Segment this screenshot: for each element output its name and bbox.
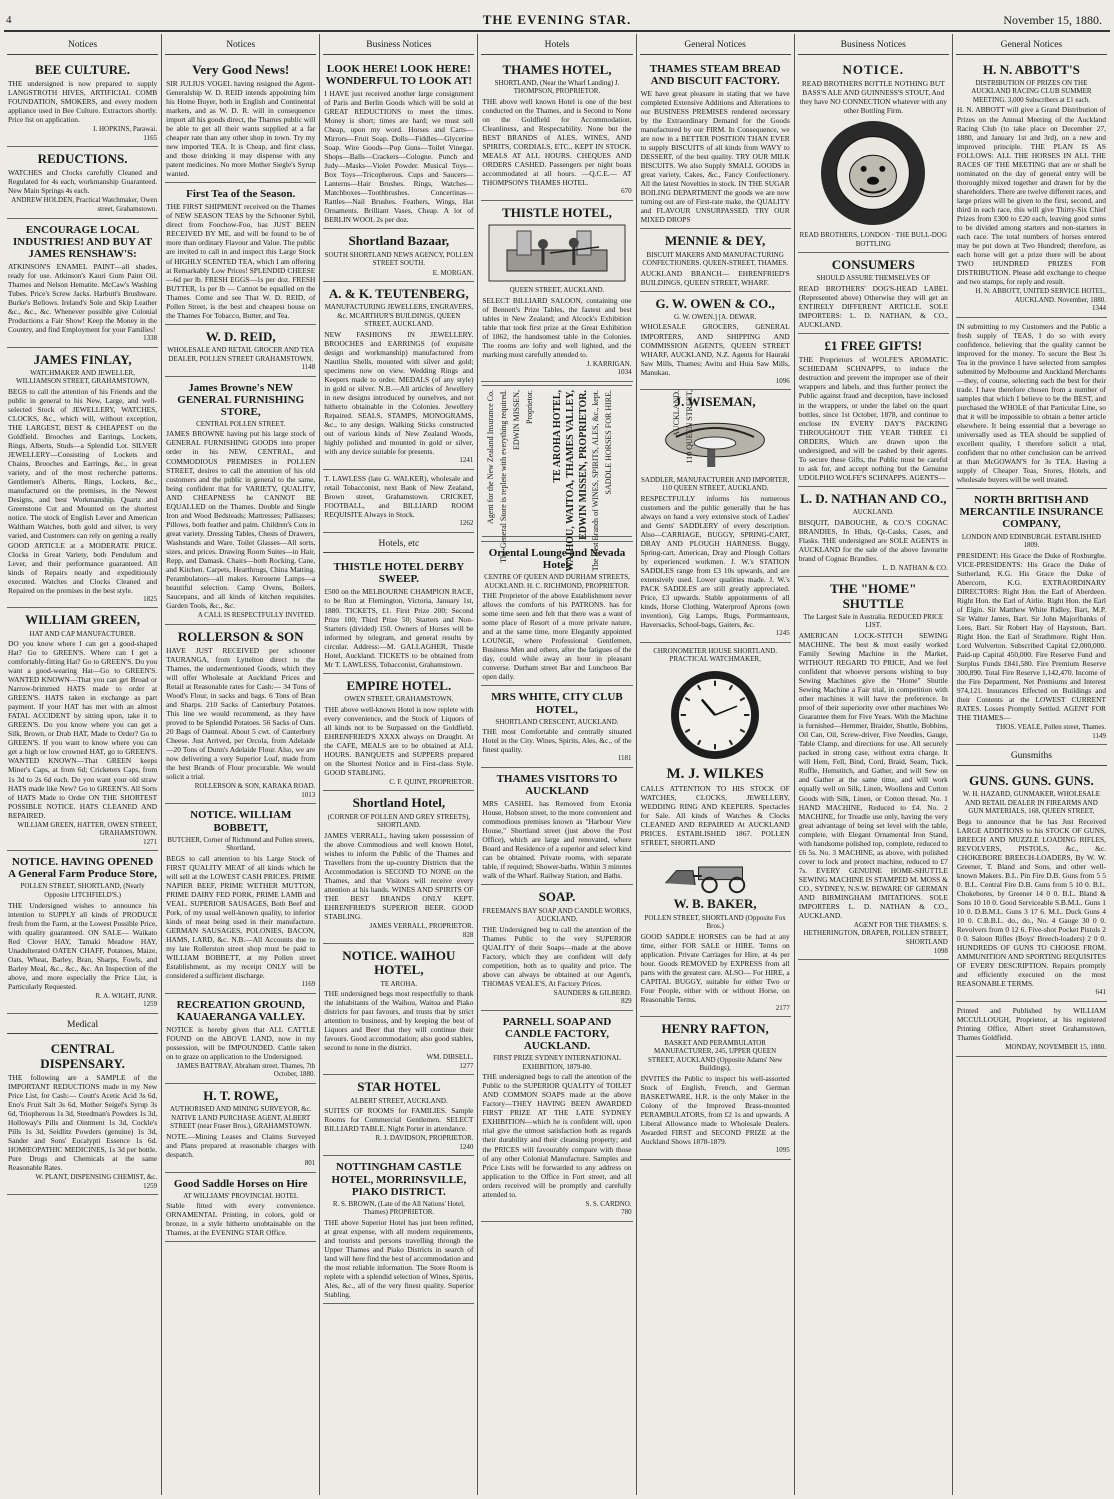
ad-signature: S. S. CARDNO. <box>585 1199 632 1208</box>
ad-body: THE FIRST SHIPMENT received on the Thames of NEW SEASON TEAS by the Schooner Sybil, direct from Foochow-Foo, has JUST BEEN RECEIVED BY ME, and will be found to be of more than ordinary Flavour and Value. The public are invited to call in and inspect this Large Stock of HIGHLY SCENTED TEA, which I am offering at Remarkably Low Prices! SPLENDID CHEESE—6d per lb. FRESH EGGS—1s per doz. FRESH BUTTER, 1s per lb — Cannot be equalled on the Thames. Come and see That W. D. REID, of Pollen Street, is the best and cheapest house on the Thames For Tobacco, Butter, and Tea. <box>166 202 316 320</box>
ad-body: JAMES VERRALL, having taken possession of the above Commodious and well known Hotel, wishes to inform the Public of the Thames and Travellers from the up-country Districts that the Accommodation is SECOND TO NONE on the Thames, and that Visitors will receive every attention at his hands. WINES AND SPIRITS OF THE BEST BRANDS ONLY KEPT. EHRENFRIED'S SUPERIOR BEER. GOOD STABLING. <box>324 830 474 921</box>
ad-signature: C. F. QUINT, PROPRIETOR. <box>389 777 474 786</box>
ad-reference-number: 1262 <box>459 519 474 528</box>
advertisement <box>798 58 949 253</box>
ad-body: THE undersigned begs most respectfully to thank the inhabitants of the Waihou, Waitoa and Piako districts for past favours, and trusts that by strict attention to business, and by keeping the best of Liquors and Beer that they will continue their favours. Good accommodation; also good stables, second to none in the district. <box>324 989 474 1053</box>
ad-signature: MONDAY, NOVEMBER 15, 1880. <box>1005 1042 1106 1051</box>
advertisement <box>640 852 791 1017</box>
issue-date: November 15, 1880. <box>1003 13 1102 27</box>
ad-title: James Browne's NEW GENERAL FURNISHING STORE, <box>177 381 305 418</box>
ad-reference-number: 1240 <box>459 1142 474 1151</box>
section-header: Medical <box>7 1014 158 1035</box>
ad-signature: ROLLERSON & SON, KARAKA ROAD. <box>194 782 316 791</box>
ad-body: THE Proprietors of WOLFE'S AROMATIC SCHIEDAM SCHNAPPS, to induce the destruction and prevent the improper use of their wrappers and labels, and thus further protect the Public against fraud and deception, have inclosed in the wrappers, or under the label on the quart bottles, since 1st October, 1878, and continue to enclose IN EVERY DAY'S PACKING THROUGHOUT THE YEAR THREE £1 ORDERS, Which are drawn upon the undersigned, and will be cashed by their agents. To secure these Gifts, the Public must be careful to ask for, and accept nothing but the Genuine UDOLPHO WOLFE'S SCHNAPPS. AGENTS— <box>798 355 948 482</box>
ad-body: BISQUIT, DABOUCHE, & CO.'S COGNAC BRANDIES, In Hhds, Qr-Casks, Cases, and Flasks. THE undersigned are SOLE AGENTS in AUCKLAND for the sale of the above favourite brand of Cognac Brandies. <box>798 517 948 563</box>
ad-title: MENNIE & DEY, <box>664 233 766 249</box>
ad-reference-number: 1013 <box>301 790 316 799</box>
ad-signature: ANDREW HOLDEN, Practical Watchmaker, Owen street, Grahamstown. <box>11 196 158 214</box>
section-header: Hotels, etc <box>323 533 474 554</box>
ad-subtitle: AT WILLIAMS' PROVINCIAL HOTEL <box>183 1191 299 1200</box>
ad-signature: R. J. DAVIDSON, PROPRIETOR. <box>375 1134 474 1143</box>
column-header: Business Notices <box>323 34 474 55</box>
advertisement <box>640 390 791 642</box>
advertisement <box>640 643 791 853</box>
ad-reference-number: 641 <box>1095 988 1106 997</box>
ad-title: BEE CULTURE. <box>35 61 131 77</box>
ad-body: DO you know where I can get a good-shaped Hat? Go to GREEN'S. Where can I get a comfortably-fitting Hat? Go to GREEN'S. Do you want a good-wearing Hat—Go to GREEN'S. WANTED KNOWN—That you can get Broad or Narrow-brimmed HATS made to order at GREEN'S. HATS taken in exchange as part payment. If your HAT has met with an almost FATAL ACCIDENT by sitting upon, take it to GREEN'S. Do you know where you can get a Silk, Brown, or Drab HAT, Made to Order? Go to GREEN'S. If you want to know where you can get a high or low crowned HAT, go to GREEN'S. WANTED KNOWN—That GREEN keeps Miner's Caps, at from 6d; Cricketers Caps, from 1s 3d to 2s 6d each. Do you want your old straw HATS made like New? Go to GREEN'S. All Sorts of HATS Made to Order ON THE SHORTEST POSSIBLE NOTICE. HATS CLEANED AND REPAIRED. <box>8 639 158 820</box>
ad-signature: SAUNDERS & GILBERD. <box>553 988 632 997</box>
ad-signature: I. HOPKINS, Parawai. <box>93 125 158 134</box>
ad-body: THE above well-known Hotel is now replete with every convenience, and the Stock of Liquors of all kinds not to be Surpassed on the Goldfield. EHRENFRIED'S XXXX always on Draught. At the CAFE, MEALS are to be obtained at ALL HOURS. BANQUETS and SUPPERS prepared on the Shortest Notice and in First-class Style. GOOD STABLING. <box>324 704 474 777</box>
ad-title: Shortland Hotel, <box>352 795 446 811</box>
ad-reference-number: 829 <box>621 997 632 1006</box>
ad-signature: WM. DIBSELL. <box>426 1053 474 1062</box>
ad-signature: J. KARRIGAN. <box>586 359 632 368</box>
advertisement <box>323 470 474 533</box>
vertical-text-line: AUCKLAND. <box>672 389 682 437</box>
ad-body: AUCKLAND BRANCH— EHRENFRIED'S BUILDINGS, QUEEN STREET, WHARF. <box>640 268 790 287</box>
newspaper-title: THE EVENING STAR. <box>482 12 632 27</box>
vertical-text-line: The General Store is replete with everything required. <box>499 389 509 563</box>
column-1 <box>4 34 162 1495</box>
ad-subtitle: AUCKLAND. <box>852 508 894 517</box>
ad-title: THISTLE HOTEL DERBY SWEEP. <box>333 561 465 586</box>
emblem-text: READ BROTHERS, LONDON · THE BULL-DOG BOTTLING <box>799 231 947 248</box>
ad-title: RECREATION GROUND, KAUAERANGA VALLEY. <box>176 998 305 1023</box>
ad-title: W. D. REID, <box>205 328 276 344</box>
ad-subtitle: MANUFACTURING JEWELLERS, ENGRAVERS, &c. MCARTHUR'S BUILDINGS, QUEEN STREET, AUCKLAND. <box>324 303 473 329</box>
ad-signature: L. D. NATHAN & CO. <box>882 563 948 572</box>
advertisement <box>798 487 949 578</box>
advertisement <box>956 489 1107 745</box>
ad-body: Begs to announce that he has Just Received LARGE ADDITIONS to his STOCK OF GUNS, BREECH AND MUZZLE LOADING RIFLES, REVOLVERS, PISTOLS, &c., &c. CHOKEBORE BREECH-LOADERS, By W. W. Greener, T. Bland and Sons, and other well-known Makers. B.L. Pin Fire D.B. Guns from 5 5 0. B.L. Central Fire D.B. Guns from 5 10 0. B.L. Chokebores, by Greener 14 0 0. B.L. Bland & Sons 10 10 0. Good Serviceable S.B.M.L. Guns 1 10 0. D.B.M.L. Guns 3 17 6. M.L. Duck Guns 4 10 0. C.B.B.L. do., do., No. 4 Gauge 30 0 0. Revolvers from 0 12 6. Five-shot Pocket Pistols 2 0 0. Saloon Rifles (Boys' Breech-loaders) 2 0 0. HUNDREDS OF GUNS TO CHOOSE FROM. AMMUNITION AND SPORTING REQUISITES OF EVERY DESCRIPTION. Repairs promptly and efficiently executed on the most REASONABLE TERMS. <box>956 816 1106 989</box>
ad-subtitle: FIRST PRIZE SYDNEY INTERNATIONAL EXHIBITION, 1879-80. <box>493 1054 621 1071</box>
advertisement <box>323 58 474 230</box>
column-5 <box>637 34 795 1495</box>
ad-subtitle: POLLEN STREET, SHORTLAND (Opposite Fox Bros.) <box>644 913 786 931</box>
masthead <box>0 0 1114 30</box>
ad-reference-number: 2177 <box>775 1003 790 1012</box>
ad-title: J. WISEMAN, <box>674 394 756 410</box>
ad-title: CONSUMERS <box>831 257 915 273</box>
advertisement <box>165 994 316 1084</box>
ad-body: WE have great pleasure in stating that we have completed Extensive Additions and Alterations to our BUSINESS PREMISES rendered necessary by the Extraordinary Demand for the Goods manufactured by our FIRM. In Consequence, we are now in a BETTER POSITION THAN EVER to supply BISCUITS of all kinds from WAVY to DESSERT, of the best quality. TRY OUR MILK BISCUITS. We also Supply SMALL GOODS in great variety, Cakes, &c., Fancy Confectionery. All the latest Novelties in stock. IN THE SUGAR BOILING DEPARTMENT the goods we are now turning out are of First-rate make, the QUALITY and FLAVOUR UNSURPASSED. TRY OUR MIXED DROPS <box>640 88 790 225</box>
ad-subtitle: CENTRE OF QUEEN AND DURHAM STREETS, AUCKLAND. H. C. RICHMOND, PROPRIETOR. <box>484 573 630 590</box>
ad-title: NOTTINGHAM CASTLE HOTEL, MORRINSVILLE, PIAKO DISTRICT. <box>331 1161 467 1198</box>
advertisement <box>323 556 474 673</box>
ad-body: AMERICAN LOCK-STITCH SEWING MACHINE. The best & most easily worked Family Sewing Machine in the Market, WITHOUT REGARD TO PRICE, And we feel confident that whoever persons wishing to buy Sewing Machines give the "Home" Shuttle Sewing Machine a Fair trial, in competition with other machines it will have the preference. In proof of their superiority over other machines We Guarantee them for Five Years. With the Machine is furnished—Hemmer, Braider, Shuttle, Bobbins, Oil Can, Oil, Screw-driver, Five Needles, Gauge, Table Clamp, and directions for use. All securely packed in strong case, without extra charge. It will Hem, Fell, Bind, Cord, Braid, Seam, Tuck, Ruffle, Hemstitch, and Gather, and will Sew on and Gather at the same time, and will work equally well on Silk, Linen, Woollens and Cotton Goods with Silk, Linen, or Cotton thread. No. 1 HAND MACHINE, Reduced to £4. No. 2 MACHINE, for Treadle use only, having the very great advantage of being set level with the table, complete, with Elegant Ornamental Iron Stand, with handsome polished top, complete, reduced to £6 5s. No. 3 MACHINE, as above, with polished cover to lock and protect machine, reduced to £7 7s. EVERY GENUINE HOME-SHUTTLE SEWING MACHINE IS STAMPED M. MOSS & CO., SYDNEY, N.S.W. BEWARE OF GERMAN AND BIRMINGHAM IMITATIONS. SOLE IMPORTERS L. D. NATHAN & CO., AUCKLAND. <box>798 630 948 920</box>
ad-reference-number: 1259 <box>143 1181 158 1190</box>
ad-body: THE Proprietor of the above Establishment never allows the comforts of his PATRONS. has for some time seen and felt that there was a want of some place of Resort of a more private nature, and at the same time, more Elegantly appointed LOUNGE, where Professional Gentlemen, Business Men and others, after the fatigues of the day, could while away an hour in pleasant converse. Durham street Bar and Luncheon Bar open daily. <box>482 591 632 682</box>
advertisement <box>798 334 949 487</box>
ad-body: SUITES OF ROOMS for FAMILIES. Sample Rooms for Commercial Gentlemen. SELECT BILLIARD TABLE. Night Porter in attendance. <box>324 1106 474 1134</box>
ad-body: THE undersigned begs to call the attention of the Public to the SUPERIOR QUALITY of TOILET AND COMMON SOAPS made at the above Factory—THEY HAVING BEEN AWARDED FIRST PRIZE AT THE LATE SYDNEY EXHIBITION—which he is confident will, upon trial give the utmost satisfaction both as regards their durability and their cleansing property; and the PRICES will favourably compare with those of any other Colonial Manufacture. Samples and Price Lists will be forwarded to any address on application to the Office in Fort street, and all orders received will be promptly and carefully attended to. <box>482 1072 632 1199</box>
column-header: General Notices <box>956 34 1107 55</box>
ad-body: NOTICE is hereby given that ALL CATTLE FOUND on the ABOVE LAND, now in my possession, will be IMPOUNDED. Cattle taken on to graze on application to the Undersigned. <box>166 1024 316 1061</box>
vertical-text-line: TE AROHA HOTEL, <box>552 389 564 483</box>
ad-signature: H. N. ABBOTT, UNITED SERVICE HOTEL, AUCKLAND. November, 1880. <box>975 287 1106 304</box>
ad-body: WATCHES and Clocks carefully Cleaned and Regulated for 4s each, workmanship Guaranteed. New Main Springs 4s each. <box>8 168 158 196</box>
ad-subtitle: (CORNER OF POLLEN AND GREY STREETS), SHORTLAND. <box>327 812 471 830</box>
ad-title: ROLLERSON & SON <box>177 628 304 644</box>
advertisement <box>798 577 949 960</box>
ad-title: THAMES HOTEL, <box>502 61 612 77</box>
advertisement <box>165 1084 316 1173</box>
ad-reference-number: 780 <box>621 1208 632 1217</box>
advertisement <box>165 1173 316 1243</box>
ad-body: THE most Comfortable and centrally situated Hotel in the City. Wines, Spirits, Ales, &c., of the finest quality. <box>482 727 632 755</box>
ad-signature: JAMES BATTRAY, Abraham street. Thames, 7th October, 1880. <box>176 1061 316 1079</box>
ad-body: CALLS ATTENTION TO HIS STOCK OF WATCHES, CLOCKS, JEWELLERY, WEDDING RING AND KEEPERS. Spectacles for Sale. All kinds of Watches & Clocks CLEANED AND REPAIRED At AUCKLAND PRICES. ESTABLISHED 1867. POLLEN STREET, SHORTLAND <box>640 784 790 848</box>
ad-subtitle: BUTCHER, Corner of Richmond and Pollen streets, Shortland, <box>167 835 315 853</box>
ad-reference-number: 1338 <box>143 334 158 343</box>
page-number: 4 <box>6 14 12 26</box>
ad-body: THE undersigned is now prepared to supply LANGSTROTH HIVES, ARTIFICIAL COMB FOUNDATION, SMOKERS, and every modern appliance used in Bee Culture. Extractors shortly. Price list on application. <box>8 78 158 124</box>
advertisement <box>640 1017 791 1159</box>
column-6 <box>795 34 953 1495</box>
advertisement <box>481 885 632 1011</box>
advertisement <box>7 219 158 348</box>
ad-reference-number: 1277 <box>459 1061 474 1070</box>
clock-engraving <box>667 667 763 763</box>
ad-title: SOAP. <box>538 889 576 905</box>
ad-title: Shortland Bazaar, <box>348 233 450 249</box>
ad-title: WILLIAM GREEN, <box>25 612 140 628</box>
ad-reference-number: 1096 <box>775 376 790 385</box>
ad-title: H. N. ABBOTT'S <box>983 61 1080 77</box>
ad-signature: W. PLANT, DISPENSING CHEMIST, &c. <box>35 1173 158 1182</box>
advertisement <box>481 1011 632 1222</box>
ad-signature: WILLIAM GREEN, HATTER, OWEN STREET, GRAHAMSTOWN. <box>17 820 158 838</box>
ad-title: NORTH BRITISH AND MERCANTILE INSURANCE COMPANY, <box>959 494 1104 531</box>
column-header: General Notices <box>640 34 791 55</box>
advertisement <box>323 791 474 944</box>
ad-title: £1 FREE GIFTS! <box>824 338 923 354</box>
ad-subtitle: FREEMAN'S BAY SOAP AND CANDLE WORKS, AUCKLAND. <box>482 906 632 924</box>
ad-title: Oriental Lounge and Nevada Hotel, <box>488 546 626 571</box>
ad-subtitle: DISTRIBUTION OF PRIZES ON THE AUCKLAND RACING CLUB SUMMER MEETING. 3,000 Subscribers at £1 each. <box>971 78 1092 104</box>
ad-subtitle: CHRONOMETER HOUSE SHORTLAND. PRACTICAL WATCHMAKER, <box>653 646 778 664</box>
ad-body: Printed and Published by WILLIAM MCCULLOUGH, Proprietor, at his registered Printing Office, Albert street Grahamstown, Thames Goldfield. <box>956 1005 1106 1042</box>
ad-title: LOOK HERE! LOOK HERE! WONDERFUL TO LOOK AT! <box>325 62 473 87</box>
ad-body: MRS CASHEL has Removed from Exonia House, Hobson street, to the more convenient and commodious premises known as "Harbour View House," Shortland street (just above the Post Office), which are large and renovated, where Board and Residence of a superior and select kind can be obtained. Private rooms, with separate table, if required; Shower-baths. Within 3 minutes walk of the Wharf. Railway Station, and Baths. <box>482 798 632 881</box>
ad-body: THE Undersigned wishes to announce his intention to SUPPLY all kinds of PRODUCE fresh from the Farm, at the Lowest Possible Price, with quality guaranteed. ON SALE— Waikato Red Clover HAY, Tamaki Meadow HAY, Unadulterated OATEN CHAFF, Potatoes, Maize, Oats, Wheat, Barley, Bran, Sharps, Fowls, and Barley Meal, &c., &c., &c. An Inspection of the above, and more especially the Price List, is Particularly Requested. <box>8 900 158 991</box>
ad-title: A. & K. TEUTENBERG, <box>328 286 469 302</box>
ad-reference-number: 828 <box>462 930 474 939</box>
advertisement <box>7 58 158 148</box>
vertical-text-line: WAIHOU, WAITOA, THAMES VALLEY, <box>565 389 577 572</box>
ad-body: READ BROTHERS' DOG'S-HEAD LABEL (Represented above) Otherwise they will get an ENTIRELY DIFFERENT ARTICLE. SOLE IMPORTERS: L. D. NATHAN, & CO., AUCKLAND. <box>798 283 948 330</box>
column-header: Business Notices <box>798 34 949 55</box>
column-header: Hotels <box>481 34 632 55</box>
ad-body: T. LAWLESS (late G. WALKER), wholesale and retail Tobacconist, next Bank of New Zealand, Brown street, Grahamstown. CRICKET, FOOTBALL, and BILLIARD ROOM REQUISITE Always in Stock. <box>324 473 474 520</box>
columns <box>4 34 1110 1495</box>
advertisement <box>165 377 316 625</box>
vertical-text-line: The Best Brands of WINES, SPIRITS, ALES, &c., kept. <box>591 389 601 572</box>
ad-title: HENRY RAFTON, <box>661 1021 769 1037</box>
bulldog-emblem <box>818 118 928 228</box>
ad-reference-number: 1149 <box>1092 731 1106 740</box>
ad-signature: THOS. VEALE, Pollen street, Thames. <box>995 723 1106 732</box>
ad-subtitle: ALBERT STREET, AUCKLAND. <box>349 1096 448 1105</box>
ad-signature: AGENT FOR THE THAMES: S. HETHERINGTON, DRAPER, POLLEN STREET, SHORTLAND <box>803 920 948 947</box>
ad-reference-number: 1034 <box>617 368 632 377</box>
ad-body: IN submitting to my Customers and the Public a fresh supply of TEAS, I do so with every confidence, believing that the quality cannot be improved for the money. To secure the Best 3s Tea in the province I have selected from samples submitted by Melbourne and Auckland Merchants—they, of course, selecting each the best for their trade. I have therefore chosen from a number of samples that which I believe to be the BEST, and purchased the WHOLE of that Particular Line, so that it will be impossible to obtain a better article elsewhere. It being essential that a beverage so universally used as TEA should be supplied of excellent quality, I therefore solicit a trial, confident that no other conclusion can be arrived at than McGOWAN'S for 3s TEA. Having a supply of Cheaper Teas, Stores, Hotels, and wholesale buyers will be well treated. <box>956 321 1106 485</box>
advertisement <box>7 1037 158 1195</box>
ad-signature: R. A. WIGHT, JUNR. <box>95 991 158 1000</box>
ad-body: HAVE JUST RECEIVED per schooner TAURANGA, from Lyttelton direct to the Thames, the undermentioned Goods, which they will offer Wholesale at Auckland Prices and Retail at Reasonable rates for Cash:— 34 Tons of Wood's Flour, in sacks and bags. 6 Tons of Bran and Sharps. 210 Sacks of Canterbury Potatoes. This line we would recommend, as they have proved to be Splendid Potatoes. 56 Sacks of Oats. 20 Bags of Oatmeal. About 5 cwt. of Canterbury Cheese. Just Arrived, per Orcola, from Adelaide—20 Tons of Dunn's Adelaide Flour. Also, we are now delivering a very Superior Loaf, made from the best Brands of Flour procurable. We would solicit a trial. <box>166 645 316 782</box>
ad-reference-number: 1098 <box>933 946 948 955</box>
column-2 <box>162 34 320 1495</box>
ad-subtitle: TE AROHA. <box>380 979 418 988</box>
ad-subtitle: CENTRAL POLLEN STREET. <box>196 419 286 428</box>
ad-title: ENCOURAGE LOCAL INDUSTRIES! AND BUY AT JAMES RENSHAW'S: <box>13 223 153 260</box>
vertical-text-line: Proprietor. <box>525 389 535 424</box>
advertisement <box>323 1156 474 1304</box>
ad-subtitle: OWEN STREET, GRAHAMSTOWN. <box>344 695 454 704</box>
ad-subtitle: The Largest Sale in Australia. REDUCED PRICE LIST. <box>803 612 944 630</box>
ad-title: G. W. OWEN & CO., <box>655 295 775 311</box>
advertisement <box>165 804 316 993</box>
ad-signature: E. MORGAN. <box>432 268 474 277</box>
ad-reference-number: 1245 <box>775 629 790 638</box>
ad-body: NEW FASHIONS IN JEWELLERY. BROOCHES and EARRINGS (of exquisite design and workmanship) manufactured from Nautilus Shells, mounted with silver and gold; specimens now on view. Wedding Rings and Keepers made to order. MEDALS (of any style) in gold or silver. N.B.—All articles of Jewellery in new designs introduced by ourselves, and not hitherto obtainable in the Colonies. Jewellery Repaired. SEALS, STAMPS, MONOGRAMS, &c., to any design. Walking Sticks constructed out of various kinds of New Zealand Woods, highly polished and mounted in gold or silver, with any device suitable for presents. <box>324 330 474 457</box>
ad-body: GOOD SADDLE HORSES can be had at any time, either FOR SALE or HIRE. Terms on application. Private Carriages for Hire, at 4s per hour. Goods REMOVED by EXPRESS from all parts with the greatest care. ALSO— For HIRE, a CAPITAL BUGGY, suitable for either Two or Four People, either with or without Horse, on Reasonable Terms. <box>640 931 790 1004</box>
ad-reference-number: 801 <box>304 1158 316 1167</box>
ad-subtitle: POLLEN STREET, SHORTLAND, (Nearly Opposite LITCHFIELD'S.) <box>20 882 145 899</box>
ad-reference-number: 1344 <box>1091 304 1106 313</box>
ad-subtitle: BASKET AND PERAMBULATOR MANUFACTURER, 245, UPPER QUEEN STREET, AUCKLAND (Opposite Adams' New Buildings), <box>647 1038 783 1073</box>
ad-title: M. J. WILKES <box>666 765 764 782</box>
ad-body: THE Undersigned beg to call the attention of the Thames Public to the very SUPERIOR QUALITY of their Soaps—made at the above Factory, which they are confident will defy competition, both as to quality and price. The above can always be obtained at our Agent's, THOMAS VEALE'S, At Factory Prices. <box>482 924 632 988</box>
ad-title: NOTICE. <box>842 61 905 77</box>
ad-title: THAMES VISITORS TO AUCKLAND <box>496 772 618 797</box>
ad-title: NOTICE. WAIHOU HOTEL, <box>342 948 456 978</box>
ad-title: EMPIRE HOTEL. <box>346 677 452 693</box>
ad-body: SELECT BILLIARD SALOON, containing one of Bennett's Prize Tables, the fastest and best tables in New Zealand; and Alcock's Exhibition table that took first prize at the Great Exhibition of 1862, the handsomest table in the Colonies. The rooms are lofty and well lighted, and the marking most carefully attended to. <box>482 295 632 359</box>
ad-title: PARNELL SOAP AND CANDLE FACTORY, AUCKLAND. <box>502 1015 612 1053</box>
ad-title: THISTLE HOTEL, <box>502 204 612 220</box>
advertisement <box>323 944 474 1075</box>
ad-body: INVITES the Public to inspect his well-assorted Stock of English, French, and German BASKETWARE, H.R. is the only Maker in the Colony of the Improved Brass-mounted PERAMBULATORS, from £2 1s and upwards. A Liberal Allowance made to Wholesale Dealers. Awarded FIRST and SECOND PRIZE at the Auckland Shows 1878-1879. <box>640 1073 790 1147</box>
ad-title: CENTRAL DISPENSARY. <box>40 1041 125 1071</box>
ad-reference-number: 1259 <box>143 1000 158 1009</box>
advertisement <box>956 769 1107 1002</box>
advertisement <box>640 58 791 230</box>
billiard-room-engraving <box>487 223 627 283</box>
ad-body: BEGS to call attention to his Large Stock of FIRST QUALITY MEAT of all kinds which he will sell at the LOWEST CASH PRICES. PRIME NAPIER BEEF, PRIME WETHER MUTTON, PRIME DAIRY FED PORK, PRIME LAMB and VEAL. SUPERIOR SAUSAGES, Both Beef and Pork, of my usual well-known quality, to inferior kinds of meat being used in their manufacture. GERMAN SAUSAGES, POLONIES, BACON, HAMS, LARD, &c. N.B.—All Accounts due to my late Rollerston street shop must be paid to WILLIAM BOBBETT, at my Pollen street Establishment, as my receipt ONLY will be considered a sufficient discharge. <box>166 853 316 981</box>
ad-title: THAMES STEAM BREAD AND BISCUIT FACTORY. <box>649 62 781 87</box>
ad-title: JAMES FINLAY, <box>33 351 132 367</box>
column-header: Notices <box>165 34 316 55</box>
advertisement <box>165 58 316 184</box>
ad-subtitle: SOUTH SHORTLAND NEWS AGENCY, POLLEN STREET SOUTH. <box>324 250 474 268</box>
column-3 <box>320 34 478 1495</box>
ad-reference-number: 670 <box>621 187 632 196</box>
vertical-text-line: EDWIN MISSEN, <box>512 389 522 450</box>
advertisement <box>481 58 632 201</box>
ad-subtitle: SHORTLAND, (Near the Wharf Landing) J. THOMPSON, PROPRIETOR. <box>494 78 620 96</box>
ad-subtitle: WHOLESALE AND RETAIL GROCER AND TEA DEALER, POLLEN STREET GRAHAMSTOWN. <box>167 346 315 363</box>
advertisement <box>7 608 158 851</box>
advertisement <box>640 229 791 291</box>
ad-title: MRS WHITE, CITY CLUB HOTEL, <box>491 691 623 716</box>
advertisement <box>323 229 474 282</box>
advertisement <box>956 318 1107 490</box>
advertisement <box>7 851 158 1014</box>
ad-body: THE above well known Hotel is one of the best conducted on the Thames, and is Second to None on the Goldfield for Accommodation, Cleanliness, and Respectability. None but the BEST BRANDS of ALES, WINES, AND SPIRITS, CORDIALS, ETC., KEPT IN STOCK. MEALS AT ALL HOURS. CHEQUES AND ORDERS CASHED. Passengers per night boats accommodated at all hours. —Q.C.E.— AT THOMPSON'S THAMES HOTEL. <box>482 96 632 188</box>
ad-subtitle: R. S. BROWN, (Late of the All Nations' Hotel, Thames) PROPRIETOR. <box>332 1199 465 1217</box>
ad-reference-number: 1165 <box>143 133 158 142</box>
ad-title: GUNS. GUNS. GUNS. <box>969 772 1094 788</box>
ad-reference-number: 1148 <box>301 363 316 372</box>
advertisement <box>323 674 474 792</box>
ad-body: READ BROTHERS BOTTLE NOTHING BUT BASS'S ALE AND GUINNESS'S STOUT, And they have NO CONNECTION whatever with any other Bottling Firm. <box>799 78 947 115</box>
advertisement <box>798 253 949 334</box>
vertical-text-line: 110 QUEEN STREET, <box>685 389 695 464</box>
ad-subtitle: QUEEN STREET, AUCKLAND. <box>509 286 605 295</box>
ad-title: L. D. NATHAN AND CO., <box>800 490 947 506</box>
ad-reference-number: 1095 <box>775 1146 790 1155</box>
ad-reference-number: 1271 <box>143 837 158 846</box>
advertisement <box>640 292 791 391</box>
ad-body: NOTE.—Mining Leases and Claims Surveyed and Plans prepared at reasonable charges with despatch. <box>166 1131 316 1159</box>
advertisement <box>481 201 632 382</box>
ad-subtitle: SADDLER, MANUFACTURER AND IMPORTER, 110 QUEEN STREET, AUCKLAND. <box>641 475 790 493</box>
ad-subtitle: SHOULD ASSURE THEMSELVES OF <box>816 274 931 283</box>
advertisement <box>165 183 316 325</box>
advertisement <box>481 768 632 885</box>
ad-reference-number: 1825 <box>143 594 158 603</box>
advertisement <box>165 325 316 377</box>
advertisement <box>165 625 316 805</box>
ad-title: Good Saddle Horses on Hire <box>173 1177 308 1190</box>
ad-subtitle: BISCUIT MAKERS AND MANUFACTURING CONFECTIONERS. QUEEN-STREET, THAMES. <box>642 250 789 268</box>
advertisement <box>7 348 158 609</box>
ad-title: NOTICE. WILLIAM BOBBETT, <box>190 809 292 834</box>
ad-body: THE above Superior Hotel has just been refitted, at great expense, with all modern requirements, and tourists and persons travelling through the Upper Thames and Piako Districts in search of land will here find the best of accommodation and the most reliable information. The Store Room is replete with a splendid selection of Wines, Spirits, Ales, &c., all of the very finest quality. Superior Stabling. <box>324 1217 474 1300</box>
masthead-rule <box>4 30 1110 32</box>
ad-body: SIR JULIUS VOGEL having resigned the Agent-Generalship W. D. REID intends appointing him his Home Buyer, both in English and Continental markets, and as W. D. R. will in consequence import all his goods direct, the Thames public will be able to get all their wants supplied at a far cheaper rate than any other shop in town. Try my new imported TEA. It is Cheap, and first class, and those drinking it may dispense with any patent medicines. No more Mother Siegle's Syrup wanted. <box>166 78 316 179</box>
ad-body: JAMES BROWNE having put his large stock of GENERAL FURNISHING GOODS into proper order in his NEW, CENTRAL, and COMMODIOUS PREMISES in POLLEN STREET, desires to call the attention of his old customers and the public in general to the same, being confident that for VARIETY, QUALITY, AND CHEAPNESS he CANNOT BE EQUALLED on the Thames. Double and Single Iron and Wood Bedsteads; Mattresses; Palliasses; Pillows, both feather and palm. Children's Cots in great variety. Dressing Tables, Chests of Drawers, Washstands and Ware. Toilet Glasses—All sorts, sizes, and prices. Drawing Room Suites—in Hair, Repp, and Damask. Chairs—both Rocking, Cane, and Kitchen. Carpets, Hearthrugs, China Matting. Perambulators—all makes. Kerosene Lamps—a beautiful selection. Camp Ovens, Boilers, Saucepans, and all kinds of kitchen requisites. Garden Tools, &c., &c. <box>166 429 316 611</box>
ad-title: W. B. BAKER, <box>673 896 757 912</box>
ad-signature: A CALL IS RESPECTFULLY INVITED. <box>197 611 316 620</box>
ad-subtitle: WATCHMAKER AND JEWELLER, WILLIAMSON STREET, GRAHAMSTOWN, <box>16 368 150 386</box>
ad-body: Stable fitted with every convenience. ORNAMENTAL Printing, in colors, gold or bronze, in a style hitherto unobtainable on the Thames, at the EVENING STAR Office. <box>166 1201 316 1238</box>
vertical-text-line: EDWIN MISSEN, PROPRIETOR. <box>578 389 590 540</box>
ad-title: REDUCTIONS. <box>37 151 128 167</box>
column-7 <box>953 34 1110 1495</box>
advertisement <box>956 58 1107 318</box>
ad-reference-number: 1181 <box>617 754 632 763</box>
advertisement <box>481 542 632 687</box>
ad-body: PRESIDENT: His Grace the Duke of Roxburghe. VICE-PRESIDENTS: His Grace the Duke of Sutherland, K.G. His Grace the Duke of Abercorn, K.G. EXTRAORDINARY DIRECTORS: Right Hon. the Earl of Aberdeen. Right Hon. the Earl of Airlie. Right Hon. the Earl of Elgin. Sir Matthew White Ridley, Bart, M.P. Sir Walter James, Bart. Sir John Majoribanks of Lees, Bart. Sir Robert Hay of Haystoun, Bart. Right Hon. the Earl of Strathmore. Right Hon. Lord Wolverton. Subscribed Capital £2,000,000. Paid-up Capital 450,000. Fire Reserve Fund and Surplus Funds £841,580. Fire Premium Reserve 300,890. Total Fire Reserve 1,142,470. Income of the Fire Department, Net Premiums and Interest 974,121. Insurances Effected on Buildings and their Contents at the LOWEST CURRENT RATES. Losses Promptly Settled. AGENT FOR THE THAMES— <box>956 550 1106 723</box>
ad-title: STAR HOTEL <box>357 1079 441 1095</box>
ad-body: I HAVE just received another large consignment of Paris and Berlin Goods which will be sold at GREAT REDUCTIONS to meet the times. Money is short; times are hard; we must sell Cheap, upon my word. Horses and Carts—Mirrors—Fruit Soap. Dolls—Fiddles—Glycerine Soap. Wire Goods—Pop Guns—Toilet Vinegar. Shops—Balls—Crackers—Cologne. Punch and Judy—Masks—Violet Powder. Musical Toys—Box Toys—Tricopherous. Cups and Saucers—Lanterns—Hair Brushes. Rings, Watches—Matchboxes—Toothbrushes. Concertinas—Rattles—Nail Brushes. Feathers, Wings, Hat Ornaments. Brilliant Vases, Cheap. A lot of BERLIN WOOL 2s per doz. <box>324 88 474 225</box>
advertisement <box>323 282 474 470</box>
ad-title: Very Good News! <box>192 61 290 77</box>
ad-subtitle: SHORTLAND CRESCENT, AUCKLAND. <box>495 717 619 726</box>
ad-body: ATKINSON'S ENAMEL PAINT—all shades, ready for use. Atkinson's Kauri Gum Paint Oil. Thames and Nelson Hematite. McCaw's Washing Tubes. Price's Screw Jacks. Harbutt's Brushware. Burke's Bellows. Ireland's Sole and Skip Leather &c., &c., &c. Whenever possible give Colonial Productions a Fair Show! Keep the Money in the Country, and find Employment for your Families! <box>8 261 158 335</box>
section-header: Gunsmiths <box>956 745 1107 766</box>
ad-body: £500 on the MELBOURNE CHAMPION RACE, to be Run at Flemington, Victoria, January 1st, 1880. TICKETS, £1. First Prize 200; Second Prize 100; Third Prize 50; Starters and Non-Starters (divided) 150. Owners of Horses will be informed by telegram, and general results by circular. Address:—M. GALLAGHER, Thistle Hotel, Auckland. TICKETS to be obtained from Mr T. LAWLESS, Tobacconist, Grahamstown. <box>324 587 474 669</box>
ad-body: THE following are a SAMPLE of the IMPORTANT REDUCTIONS made in my New Price List, for Cash:— Coutt's Acetic Acid 3s 6d, Eno's Fruit Salt 3s 6d, Mother Seigel's Syrup 3s 6d, Triopherous 1s 3d, Steedman's Powders 1s 3d, Holloway's Pills and Ointment 1s 3d, Cockle's Pills 1s 3d, Seidlitz Powders (genuine) 1s 3d, Sander and Sons' Eucalypti Essence 1s 6d. HOMŒOPATHIC MEDICINES, 1s 3d per bottle. Pure Drugs and Chemicals at the same Reasonable Rates. <box>8 1073 158 1173</box>
vertical-text-line: SADDLE HORSES FOR HIRE. <box>604 389 614 495</box>
advertisement <box>481 686 632 767</box>
ad-subtitle: G. W. OWEN.] [A. DEWAR. <box>674 312 757 321</box>
ad-title: NOTICE. HAVING OPENED A General Farm Produce Store, <box>8 856 158 881</box>
ad-signature: JAMES VERRALL, PROPRIETOR. <box>369 922 474 930</box>
ad-body: H. N. ABBOTT will give a Grand Distribution of Prizes on the Annual Meeting of the Auckland Racing Club (to take place on December 27, 1880, and January 1st and 3rd), on a new and improved principle. THE PLAN IS AS FOLLOWS: ALL THE HORSES IN ALL THE RACES OF THE MEETING that are or shall be nominated on the day of general entry will be thoroughly mixed together and drawn for by the shareholders. There are twelve different races, and large prizes will be given to the first, second, and third in each race, this will give Thirty-Six Chief Prizes from £300 to £20 each, leaving good sums to be divided among starters and non-starters in each race. The total numbers of horses entered may be put down at Two Hundred; therefore, as each horse will get a prize there will be about TWO HUNDRED PRIZES FOR DISTRIBUTION. Please add exchange to cheque and two stamps, for reply and result. <box>956 105 1106 287</box>
carriage-engraving <box>660 858 770 894</box>
column-header: Notices <box>7 34 158 55</box>
ad-reference-number: 1241 <box>459 456 474 465</box>
ad-title: First Tea of the Season. <box>186 188 296 201</box>
ad-subtitle: W. H. HAZARD, GUNMAKER, WHOLESALE AND RETAIL DEALER IN FIREARMS AND GUN MATERIALS, 168, QUEEN STREET, <box>962 790 1101 816</box>
ad-body: BEGS to call the attention of his Friends and the public in general to his New, Large, and well-selected Stock of JEWELLERY, WATCHES, CLOCKS, &c., which will, without exception, THE LARGEST, BEST & CHEAPEST on the Goldfield. Brooches and Earrings, Lockets, Rings, Alberts, Studs—a Splendid Lot. SILVER JEWELLERY—Consisting of Lockets and Chains, Brooches and Earrings, &c., in great variety, and of the most recherche patterns. Gentlemen's Alberts, Rings, Lockets, &c., manufactured on the premises, in the Newest Designs, and best Workmanship. Quartz and Greenstone Cut and Mounted on the shortest notice. The stock of English Lever and American Waltham Watches, both gold and silver, is very varied, and Customers can rely on getting a really GOOD ARTICLE at a MODERATE PRICE. Clocks in Great Variety, both Pendulum and Lever, and their performance guaranteed. All kinds of Repairs neatly and expeditiously executed. Watches and Clocks Cleaned and Repaired on the premises in the best style. <box>8 386 158 595</box>
ad-title: H. T. ROWE, <box>203 1088 279 1103</box>
saddle-engraving <box>650 413 780 473</box>
ad-body: RESPECTFULLY informs his numerous customers and the public generally that he has always on hand a very extensive stock of Ladies' and Gents' SADDLERY of every description. Also—CARRIAGE, BUGGY, SPRING-CART, DRAY AND PLOUGH HARNESS. Buggy, Spring-cart, American, Dray and Plough Collars by experienced workmen. J. W.'s STATION SADDLES range from £3 10s upwards, and are extensively used. Lower qualities made. J. W.'s PACK SADDLES are still greatly appreciated. Price, £3 upwards. Stable appointments of all kinds, Horse Clothing, Waterproof Aprons (own invention), Gig Lamps, Rugs, Portmanteaux, Haversacks, School-bags, Gaiters, &c. <box>640 493 790 629</box>
ad-subtitle: HAT AND CAP MANUFACTURER. <box>29 629 136 638</box>
vertical-text-line: Agent for the New Zealand Insurance Co. <box>486 389 496 524</box>
column-4 <box>478 34 695 1495</box>
ad-title: THE "HOME" SHUTTLE <box>830 581 917 611</box>
ad-subtitle: LONDON AND EDINBURGH. ESTABLISHED 1809. <box>961 532 1101 550</box>
advertisement <box>323 1075 474 1156</box>
ad-subtitle: AUTHORISED AND MINING SURVEYOR, &c. NATIVE LAND PURCHASE AGENT, ALBERT STREET (near Fraser Bros.), GRAHAMSTOWN. <box>169 1105 312 1131</box>
ad-body: WHOLESALE GROCERS, GENERAL IMPORTERS, AND SHIPPING AND COMMISSION AGENTS, QUEEN STREET WHARF, AUCKLAND, N.Z. Agents for Hauraki Saw Mills, Thames; Awitu and Huia Saw Mills, Manukau. <box>640 322 790 377</box>
ad-reference-number: 1169 <box>301 980 316 989</box>
advertisement <box>7 147 158 218</box>
advertisement <box>956 1002 1107 1057</box>
